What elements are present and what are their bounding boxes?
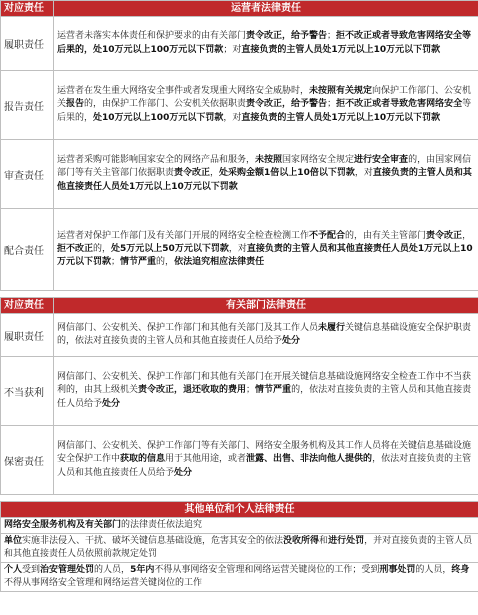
section2-row: [1, 314, 478, 357]
emphasis-text: 处采购金额1倍以上10倍以下罚款: [219, 168, 355, 179]
emphasis-text: 没收所得: [283, 536, 320, 546]
emphasis-text: 直接负责的主管人员处1万元以上10万元以下罚款: [241, 44, 441, 55]
emphasis-text: 直接负责的主管人员和其他直接责任人员处1万元以上10万元以下罚款: [57, 243, 473, 268]
row-label: 保密责任: [1, 426, 54, 495]
row-label: 履职责任: [1, 314, 54, 357]
emphasis-text: 处10万元以上100万元以下罚款: [93, 112, 224, 123]
row-description: [1, 534, 478, 563]
body-text: 的人员，: [415, 565, 452, 575]
body-text: 用于其他用途，或者: [165, 454, 247, 465]
section1-row: [1, 140, 478, 209]
body-text: 的，依法对直接负责的主管人员和其他直接责任人员给予: [57, 385, 472, 409]
section3-header: [1, 502, 478, 518]
emphasis-text: 处分: [282, 336, 301, 346]
emphasis-text: 拒不改正或者导致危害网络安全等后果的，处10万元以上100万元以下罚款: [57, 31, 472, 55]
row-description: [1, 518, 478, 534]
body-text: 不得从事网络安全管理和网络运营关键岗位的工作；受到: [154, 565, 380, 575]
body-text: ；: [327, 31, 337, 42]
emphasis-text: 不予配合: [309, 230, 346, 241]
body-text: ，对: [354, 168, 373, 179]
section2-title: 有关部门法律责任: [54, 298, 478, 314]
emphasis-text: 5年内: [130, 565, 155, 575]
section2-header: [1, 298, 478, 314]
body-text: 的，由保护工作部门、公安机关依据职责: [84, 99, 247, 110]
body-text: 网信部门、公安机关、保护工作部门和其他有关部门及其工作人员: [57, 322, 319, 333]
section1-row: [1, 209, 478, 291]
section3-title: 其他单位和个人法律责任: [1, 502, 478, 518]
body-text: 的，由国家网信部门等有关主管部门依据职责: [57, 155, 472, 179]
emphasis-text: 情节严重: [255, 385, 292, 396]
section2-row: [1, 426, 478, 495]
row-description: [54, 140, 478, 209]
emphasis-text: 拒不改正或者导致危害网络安全: [336, 99, 463, 110]
body-text: 运营者采购可能影响国家安全的网络产品和服务，: [57, 155, 256, 166]
body-text: ；对: [223, 44, 242, 55]
emphasis-text: 进行处罚: [328, 536, 365, 546]
body-text: 和: [319, 536, 329, 546]
section1-row: [1, 71, 478, 140]
emphasis-text: 泄露、出售、非法向他人提供的: [246, 454, 373, 465]
emphasis-text: 拒不改正: [57, 243, 94, 254]
row-label: 审查责任: [1, 140, 54, 209]
body-text: 受到: [22, 565, 41, 575]
section1-row: [1, 17, 478, 71]
emphasis-text: 单位: [4, 536, 23, 546]
emphasis-text: 处5万元以上50万元以下罚款: [111, 243, 229, 254]
body-text: ，并对直接负责的主管人员和其他直接责任人员依照前款规定处罚: [4, 536, 473, 559]
row-label: 不当获利: [1, 357, 54, 426]
emphasis-text: 责令改正，给予警告: [246, 31, 328, 42]
section1-title: 运营者法律责任: [54, 1, 478, 17]
section1-col-label: 对应责任: [1, 1, 54, 17]
body-text: 的，: [93, 243, 112, 254]
emphasis-text: 处分: [174, 467, 193, 478]
emphasis-text: 获取的信息: [120, 454, 166, 465]
emphasis-text: 终身: [451, 565, 470, 575]
emphasis-text: 未按照有关规定: [309, 86, 373, 97]
emphasis-text: 责令改正: [426, 230, 463, 241]
body-text: 网信部门、公安机关、保护工作部门等有关部门、网络安全服务机构及其工作人员将在关键信息基础设施安全保护工作中: [57, 441, 472, 465]
section-gap: [1, 495, 478, 502]
row-description: [1, 563, 478, 592]
row-description: [54, 17, 478, 71]
section3-row: [1, 563, 478, 592]
body-text: 的法律责任依法追究: [121, 520, 203, 530]
body-text: 运营者对保护工作部门及有关部门开展的网络安全检查检测工作: [57, 230, 310, 241]
row-description: [54, 314, 478, 357]
emphasis-text: 责令改正: [174, 168, 211, 179]
body-text: 运营者未落实本体责任和保护要求的由有关部门: [57, 31, 247, 42]
emphasis-text: 治安管理处罚: [40, 565, 95, 575]
body-text: 的，: [156, 257, 175, 268]
body-text: ，: [462, 230, 472, 241]
body-text: ；: [327, 99, 337, 110]
body-text: ，对: [223, 112, 242, 123]
emphasis-text: 个人: [4, 565, 23, 575]
body-text: 实施非法侵入、干扰、破坏关键信息基础设施，危害其安全的依法: [22, 536, 284, 546]
body-text: 等后果的，: [57, 99, 472, 123]
section3-row: [1, 534, 478, 563]
emphasis-text: 处分: [102, 398, 121, 409]
body-text: ；: [246, 385, 256, 396]
row-label: 履职责任: [1, 17, 54, 71]
row-label: 配合责任: [1, 209, 54, 291]
row-description: [54, 357, 478, 426]
body-text: 的，由有关主管部门: [345, 230, 427, 241]
emphasis-text: 情节严重: [120, 257, 157, 268]
emphasis-text: 直接负责的主管人员处1万元以上10万元以下罚款: [241, 112, 441, 123]
row-description: [54, 209, 478, 291]
body-text: 的人员，: [94, 565, 131, 575]
emphasis-text: 进行安全审查: [354, 155, 409, 166]
section2-col-label: 对应责任: [1, 298, 54, 314]
emphasis-text: 责令改正，给予警告: [246, 99, 328, 110]
section-gap: [1, 291, 478, 298]
emphasis-text: 网络安全服务机构及有关部门: [4, 520, 122, 530]
emphasis-text: 依法追究相应法律责任: [174, 257, 265, 268]
emphasis-text: 刑事处罚: [379, 565, 416, 575]
body-text: 网信部门、公安机关、保护工作部门和其他有关部门在开展关键信息基础设施网络安全检查工作中不当获利的，由其上级机关: [57, 372, 472, 396]
row-label: 报告责任: [1, 71, 54, 140]
body-text: ，: [210, 168, 220, 179]
body-text: ，对: [228, 243, 247, 254]
row-description: [54, 426, 478, 495]
emphasis-text: 责令改正，退还收取的费用: [138, 385, 247, 396]
emphasis-text: 未按照: [255, 155, 283, 166]
section1-header: [1, 1, 478, 17]
body-text: ，依法对直接负责的主管人员和其他直接责任人员给予: [57, 454, 472, 478]
emphasis-text: 未履行: [318, 322, 346, 333]
body-text: 不得从事网络安全管理和网络运营关键岗位的工作: [4, 578, 203, 588]
body-text: ；: [111, 257, 121, 268]
body-text: 向保护工作部门、公安机关: [57, 86, 472, 110]
body-text: 国家网络安全规定: [282, 155, 355, 166]
body-text: 运营者在发生重大网络安全事件或者发现重大网络安全威胁时，: [57, 86, 310, 97]
section3-row: [1, 518, 478, 534]
section2-row: [1, 357, 478, 426]
emphasis-text: 报告: [66, 99, 85, 110]
row-description: [54, 71, 478, 140]
body-text: 关键信息基础设施安全保护职责的，依法对直接负责的主管人员和其他直接责任人员给予: [57, 322, 472, 346]
emphasis-text: 直接负责的主管人员和其他直接责任人员处1万元以上10万元以下罚款: [57, 168, 472, 192]
